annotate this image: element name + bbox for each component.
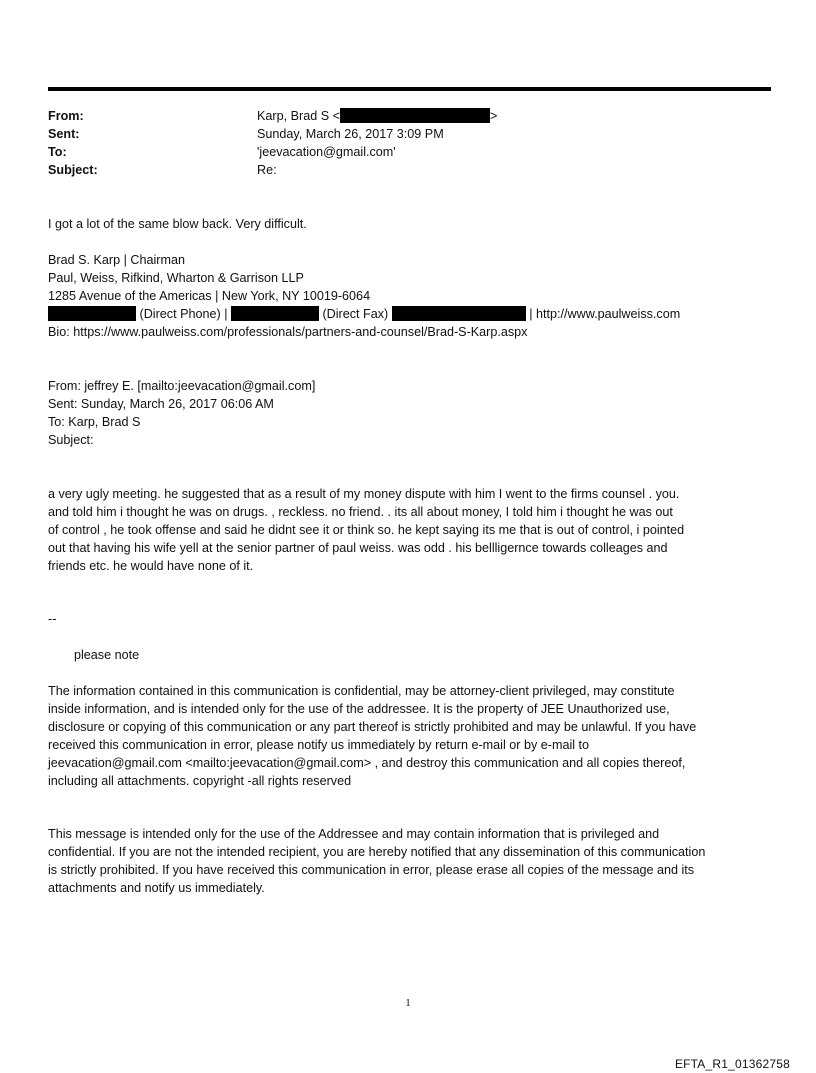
please-note: please note [74, 648, 140, 662]
signature-bio[interactable]: Bio: https://www.paulweiss.com/professionals/partners-and-counsel/Brad-S-Karp.aspx [48, 325, 528, 339]
notice-line: including all attachments. copyright -all rights reserved [48, 774, 352, 788]
redaction-box [340, 108, 490, 123]
to-label: To: [48, 145, 67, 159]
firm-disclaimer [48, 825, 770, 897]
body-line: friends etc. he would have none of it. [48, 559, 254, 573]
original-to: To: Karp, Brad S [48, 415, 141, 429]
header-sent-row [48, 125, 768, 143]
body-line: out that having his wife yell at the senior partner of paul weiss. was odd . his bellligernce towards colleages and [48, 541, 668, 555]
body-line: of control , he took offense and said he didnt see it or think so. he kept saying its me that is out of control, i pointed [48, 523, 685, 537]
original-sent: Sent: Sunday, March 26, 2017 06:06 AM [48, 397, 274, 411]
subject-label: Subject: [48, 163, 98, 177]
from-name: Karp, Brad S < [257, 109, 340, 123]
signature-separator: -- [48, 612, 57, 626]
notice-line: The information contained in this communication is confidential, may be attorney-client privileged, may constitute [48, 684, 675, 698]
header-rule [48, 87, 771, 91]
header-to-row [48, 143, 768, 161]
redaction-box [231, 306, 319, 321]
redaction-box [48, 306, 136, 321]
header-from-row [48, 107, 768, 125]
from-value [257, 107, 497, 125]
notice-line: disclosure or copying of this communication or any part thereof is strictly prohibited and may be unlawful. If you have [48, 720, 697, 734]
signature-contact-line [48, 305, 680, 323]
page-number: 1 [405, 997, 411, 1009]
notice-line: jeevacation@gmail.com <mailto:jeevacation@gmail.com> , and destroy this communication and all copies thereof, [48, 756, 686, 770]
sent-label: Sent: [48, 127, 80, 141]
signature-address: 1285 Avenue of the Americas | New York, NY 10019-6064 [48, 289, 371, 303]
direct-fax-label: (Direct Fax) [322, 307, 389, 321]
reply-body: I got a lot of the same blow back. Very difficult. [48, 217, 307, 231]
disclaimer-line: is strictly prohibited. If you have received this communication in error, please erase all copies of the message and its [48, 863, 695, 877]
redaction-box [392, 306, 526, 321]
header-subject-row [48, 161, 768, 179]
disclaimer-line: attachments and notify us immediately. [48, 881, 265, 895]
original-body [48, 485, 770, 575]
disclaimer-line: This message is intended only for the use of the Addressee and may contain information that is privileged and [48, 827, 660, 841]
sent-value: Sunday, March 26, 2017 3:09 PM [257, 127, 444, 141]
website-link[interactable]: | http://www.paulweiss.com [529, 307, 681, 321]
body-line: and told him i thought he was on drugs. , reckless. no friend. . its all about money, I told him i thought he was out [48, 505, 673, 519]
direct-phone-label: (Direct Phone) | [139, 307, 228, 321]
body-line: a very ugly meeting. he suggested that as a result of my money dispute with him I went to the firms counsel . you. [48, 487, 680, 501]
confidentiality-notice [48, 682, 770, 790]
signature-name-title: Brad S. Karp | Chairman [48, 253, 185, 267]
from-bracket: > [489, 109, 498, 123]
disclaimer-line: confidential. If you are not the intended recipient, you are hereby notified that any dissemination of this communication [48, 845, 706, 859]
from-label: From: [48, 109, 84, 123]
to-value: 'jeevacation@gmail.com' [257, 145, 396, 159]
notice-line: received this communication in error, please notify us immediately by return e-mail or by e-mail to [48, 738, 590, 752]
original-subject: Subject: [48, 433, 94, 447]
original-from: From: jeffrey E. [mailto:jeevacation@gmail.com] [48, 379, 316, 393]
notice-line: inside information, and is intended only for the use of the addressee. It is the property of JEE Unauthorized use, [48, 702, 670, 716]
document-id: EFTA_R1_01362758 [674, 1057, 790, 1071]
subject-value: Re: [257, 163, 277, 177]
signature-firm: Paul, Weiss, Rifkind, Wharton & Garrison LLP [48, 271, 304, 285]
